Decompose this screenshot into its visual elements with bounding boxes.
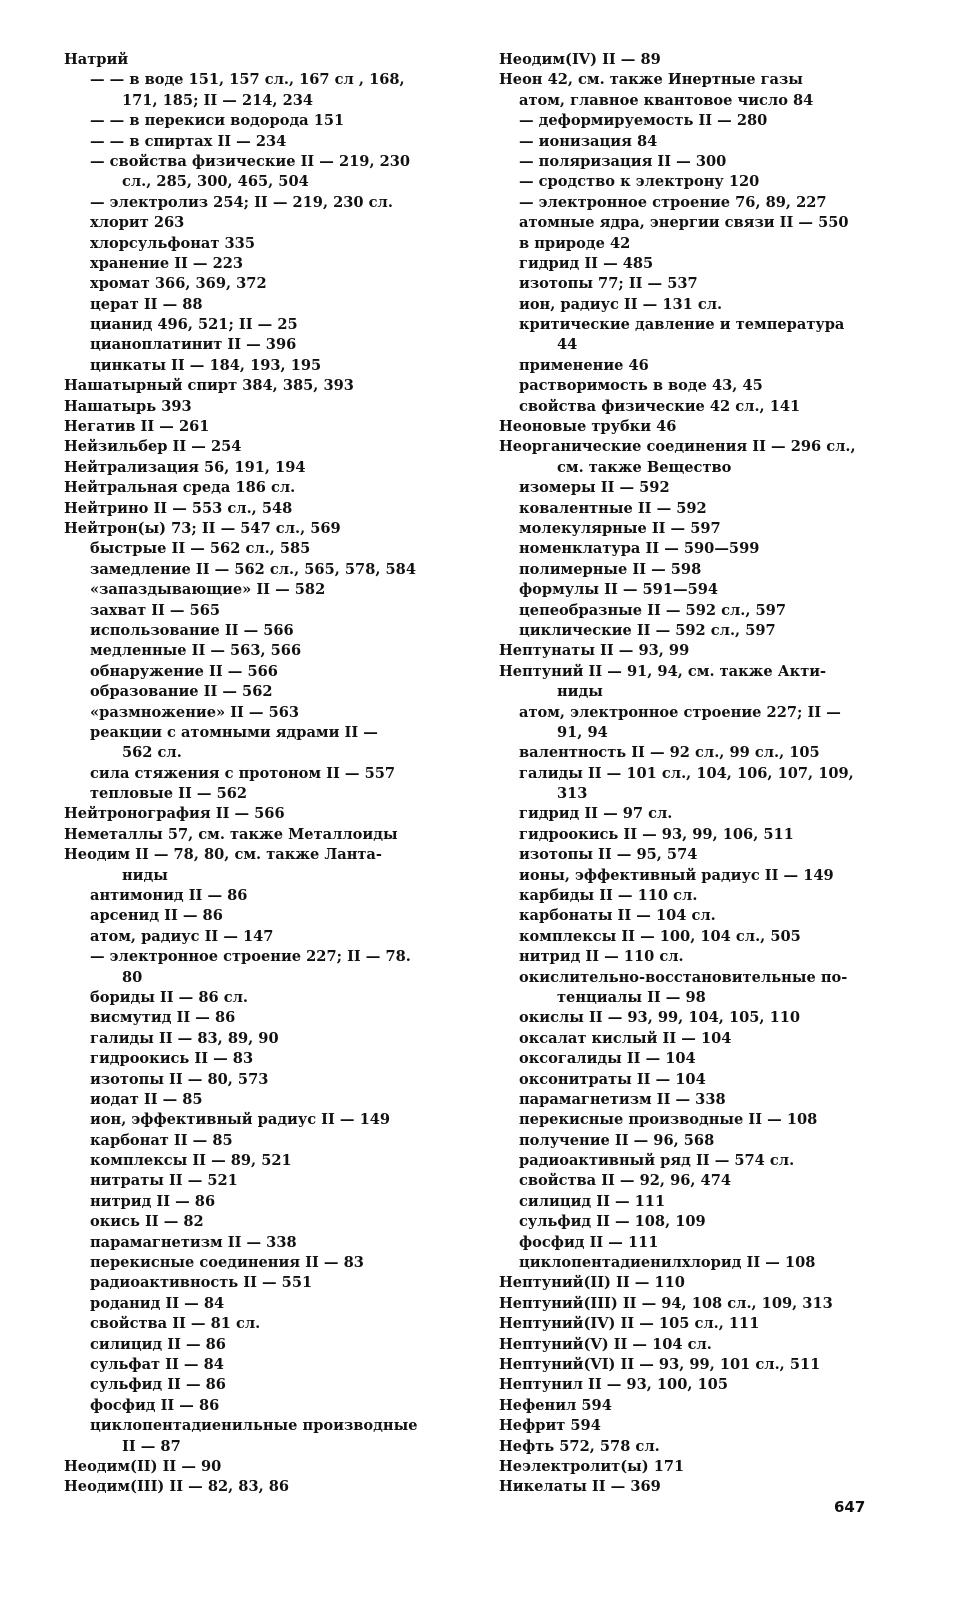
index-subentry: циклические II — 592 сл., 597: [519, 621, 776, 639]
index-subentry: цинкаты II — 184, 193, 195: [90, 356, 322, 374]
index-entry: Нептунил II — 93, 100, 105: [499, 1376, 728, 1394]
index-subentry: ковалентные II — 592: [519, 499, 707, 517]
index-subentry: — ионизация 84: [519, 132, 658, 150]
index-subentry: изотопы II — 80, 573: [90, 1070, 269, 1088]
index-subentry: нитрид II — 110 сл.: [519, 948, 684, 966]
index-subentry: ион, радиус II — 131 сл.: [519, 295, 723, 313]
index-subentry: силицид II — 86: [90, 1335, 226, 1353]
index-subentry: 80: [122, 968, 143, 986]
index-subentry: свойства II — 92, 96, 474: [519, 1172, 732, 1190]
index-subentry: — — в спиртах II — 234: [90, 132, 287, 150]
index-subentry: оксогалиды II — 104: [519, 1050, 696, 1068]
index-subentry: — сродство к электрону 120: [519, 173, 760, 191]
index-entry: Нейтронография II — 566: [64, 805, 285, 823]
index-subentry: — свойства физические II — 219, 230: [90, 152, 411, 170]
index-subentry: цепеобразные II — 592 сл., 597: [519, 601, 786, 619]
index-subentry: галиды II — 83, 89, 90: [90, 1029, 279, 1047]
index-entry: Нейзильбер II — 254: [64, 438, 242, 456]
index-subentry: — электронное строение 76, 89, 227: [519, 193, 827, 211]
index-subentry: хлорит 263: [90, 214, 185, 232]
index-entry: Нептуний(VI) II — 93, 99, 101 сл., 511: [499, 1356, 821, 1373]
index-entry: Нейтральная среда 186 сл.: [64, 479, 296, 497]
index-subentry: оксонитраты II — 104: [519, 1070, 706, 1088]
index-subentry: арсенид II — 86: [90, 907, 223, 925]
index-subentry: номенклатура II — 590—599: [519, 540, 760, 558]
index-subentry: фосфид II — 111: [519, 1233, 659, 1251]
index-entry: Неодим II — 78, 80, см. также Ланта-: [64, 846, 382, 864]
index-subentry: 91, 94: [557, 723, 608, 741]
index-subentry: гидроокись II — 83: [90, 1050, 254, 1068]
index-subentry: свойства физические 42 сл., 141: [519, 397, 801, 415]
index-subentry: ниды: [122, 866, 168, 884]
index-subentry: циклопентадиенильные производные: [90, 1417, 418, 1435]
index-subentry: гидрид II — 97 сл.: [519, 805, 673, 823]
index-subentry: быстрые II — 562 сл., 585: [90, 540, 311, 558]
index-subentry: окислы II — 93, 99, 104, 105, 110: [519, 1009, 801, 1027]
index-subentry: — поляризация II — 300: [519, 152, 727, 170]
index-subentry: окислительно-восстановительные по-: [519, 968, 848, 986]
index-subentry: 313: [557, 785, 588, 803]
index-subentry: — — в воде 151, 157 сл., 167 сл , 168,: [90, 71, 405, 89]
index-subentry: церат II — 88: [90, 295, 203, 313]
index-subentry: изотопы II — 95, 574: [519, 846, 698, 864]
index-entry: Никелаты II — 369: [499, 1478, 661, 1496]
index-subentry: бориды II — 86 сл.: [90, 988, 248, 1006]
index-entry: Неодим(II) II — 90: [64, 1457, 222, 1475]
index-subentry: образование II — 562: [90, 683, 273, 701]
index-subentry: гидроокись II — 93, 99, 106, 511: [519, 825, 794, 843]
index-subentry: ниды: [557, 683, 603, 701]
index-subentry: антимонид II — 86: [90, 887, 248, 905]
index-subentry: фосфид II — 86: [90, 1396, 220, 1414]
index-entry: Нашатырь 393: [64, 397, 192, 415]
index-subentry: применение 46: [519, 356, 649, 374]
index-subentry: нитраты II — 521: [90, 1172, 238, 1190]
index-subentry: цианоплатинит II — 396: [90, 336, 297, 354]
index-subentry: — — в перекиси водорода 151: [90, 112, 345, 130]
index-subentry: тепловые II — 562: [90, 785, 248, 803]
index-subentry: валентность II — 92 сл., 99 сл., 105: [519, 744, 820, 762]
index-subentry: 171, 185; II — 214, 234: [122, 91, 314, 109]
index-subentry: парамагнетизм II — 338: [90, 1233, 297, 1251]
index-subentry: силицид II — 111: [519, 1192, 666, 1210]
index-entry: Нейтрализация 56, 191, 194: [64, 458, 306, 476]
index-subentry: хлорсульфонат 335: [90, 234, 255, 252]
index-subentry: сульфат II — 84: [90, 1356, 224, 1373]
index-subentry: комплексы II — 100, 104 сл., 505: [519, 927, 801, 945]
index-subentry: «размножение» II — 563: [90, 703, 300, 721]
index-entry: Нептуний(V) II — 104 сл.: [499, 1335, 712, 1353]
index-subentry: радиоактивность II — 551: [90, 1274, 313, 1292]
left-index-column: [64, 50, 449, 1498]
index-subentry: использование II — 566: [90, 621, 294, 639]
index-subentry: растворимость в воде 43, 45: [519, 377, 763, 395]
index-subentry: — электронное строение 227; II — 78.: [90, 948, 411, 966]
index-subentry: атом, радиус II — 147: [90, 927, 274, 945]
index-subentry: карбиды II — 110 сл.: [519, 887, 698, 905]
index-subentry: 44: [557, 336, 578, 354]
index-subentry: карбонаты II — 104 сл.: [519, 907, 716, 925]
index-entry: Нефрит 594: [499, 1417, 601, 1435]
index-subentry: радиоактивный ряд II — 574 сл.: [519, 1152, 795, 1170]
index-subentry: формулы II — 591—594: [519, 581, 719, 599]
index-subentry: атомные ядра, энергии связи II — 550: [519, 214, 849, 232]
index-entry: Нашатырный спирт 384, 385, 393: [64, 377, 354, 395]
index-subentry: полимерные II — 598: [519, 560, 702, 578]
index-subentry: оксалат кислый II — 104: [519, 1029, 732, 1047]
index-subentry: ион, эффективный радиус II — 149: [90, 1111, 391, 1129]
index-entry: Нептуний(IV) II — 105 сл., 111: [499, 1315, 760, 1333]
index-subentry: галиды II — 101 сл., 104, 106, 107, 109,: [519, 764, 854, 782]
index-entry: Неэлектролит(ы) 171: [499, 1457, 685, 1475]
index-entry: Нефть 572, 578 сл.: [499, 1437, 660, 1455]
index-subentry: получение II — 96, 568: [519, 1131, 715, 1149]
index-subentry: молекулярные II — 597: [519, 519, 721, 537]
index-entry: Нептуний(III) II — 94, 108 сл., 109, 313: [499, 1294, 833, 1312]
index-subentry: сила стяжения с протоном II — 557: [90, 764, 396, 782]
index-subentry: критические давление и температура: [519, 316, 845, 334]
index-subentry: замедление II — 562 сл., 565, 578, 584: [90, 560, 416, 578]
index-entry: Нептуний II — 91, 94, см. также Акти-: [499, 662, 827, 680]
index-subentry: II — 87: [122, 1437, 181, 1455]
index-subentry: перекисные соединения II — 83: [90, 1254, 364, 1272]
index-entry: Нейтрино II — 553 сл., 548: [64, 499, 293, 517]
index-subentry: циклопентадиенилхлорид II — 108: [519, 1254, 816, 1272]
index-subentry: висмутид II — 86: [90, 1009, 236, 1027]
index-subentry: нитрид II — 86: [90, 1192, 216, 1210]
index-subentry: сульфид II — 86: [90, 1376, 226, 1394]
index-subentry: цианид 496, 521; II — 25: [90, 316, 298, 334]
index-subentry: хромат 366, 369, 372: [90, 275, 267, 293]
index-subentry: тенциалы II — 98: [557, 988, 706, 1006]
right-index-column: [499, 50, 881, 1498]
index-subentry: «запаздывающие» II — 582: [90, 581, 326, 599]
index-entry: Натрий: [64, 51, 129, 68]
index-entry: Неорганические соединения II — 296 сл.,: [499, 438, 856, 456]
index-subentry: свойства II — 81 сл.: [90, 1315, 261, 1333]
index-entry: Нейтрон(ы) 73; II — 547 сл., 569: [64, 519, 341, 537]
index-entry: Нептунаты II — 93, 99: [499, 642, 690, 660]
index-subentry: сл., 285, 300, 465, 504: [122, 173, 309, 191]
index-subentry: медленные II — 563, 566: [90, 642, 302, 660]
index-subentry: см. также Вещество: [557, 458, 732, 476]
index-subentry: 562 сл.: [122, 744, 182, 762]
index-subentry: ионы, эффективный радиус II — 149: [519, 866, 834, 884]
index-subentry: карбонат II — 85: [90, 1131, 233, 1149]
index-subentry: сульфид II — 108, 109: [519, 1213, 706, 1231]
index-entry: Неметаллы 57, см. также Металлоиды: [64, 825, 398, 843]
index-subentry: изомеры II — 592: [519, 479, 670, 497]
page-number: 647: [834, 1498, 866, 1516]
index-subentry: гидрид II — 485: [519, 254, 654, 272]
index-subentry: изотопы 77; II — 537: [519, 275, 698, 293]
index-subentry: атом, электронное строение 227; II —: [519, 703, 841, 721]
index-subentry: окись II — 82: [90, 1213, 204, 1231]
index-subentry: комплексы II — 89, 521: [90, 1152, 292, 1170]
index-subentry: роданид II — 84: [90, 1294, 225, 1312]
index-entry: Негатив II — 261: [64, 418, 210, 436]
index-entry: Неодим(III) II — 82, 83, 86: [64, 1478, 290, 1496]
index-subentry: — деформируемость II — 280: [519, 112, 768, 130]
index-subentry: перекисные производные II — 108: [519, 1111, 818, 1129]
index-entry: Неоновые трубки 46: [499, 418, 677, 436]
index-entry: Нептуний(II) II — 110: [499, 1274, 685, 1292]
index-subentry: обнаружение II — 566: [90, 662, 278, 680]
index-entry: Нефенил 594: [499, 1396, 612, 1414]
index-subentry: парамагнетизм II — 338: [519, 1090, 726, 1108]
index-subentry: атом, главное квантовое число 84: [519, 91, 814, 109]
index-entry: Неон 42, см. также Инертные газы: [499, 71, 803, 89]
index-entry: Неодим(IV) II — 89: [499, 51, 661, 68]
index-subentry: захват II — 565: [90, 601, 221, 619]
index-subentry: реакции с атомными ядрами II —: [90, 723, 378, 741]
index-subentry: иодат II — 85: [90, 1090, 203, 1108]
index-subentry: в природе 42: [519, 234, 631, 252]
index-subentry: хранение II — 223: [90, 254, 244, 272]
index-subentry: — электролиз 254; II — 219, 230 сл.: [90, 193, 393, 211]
